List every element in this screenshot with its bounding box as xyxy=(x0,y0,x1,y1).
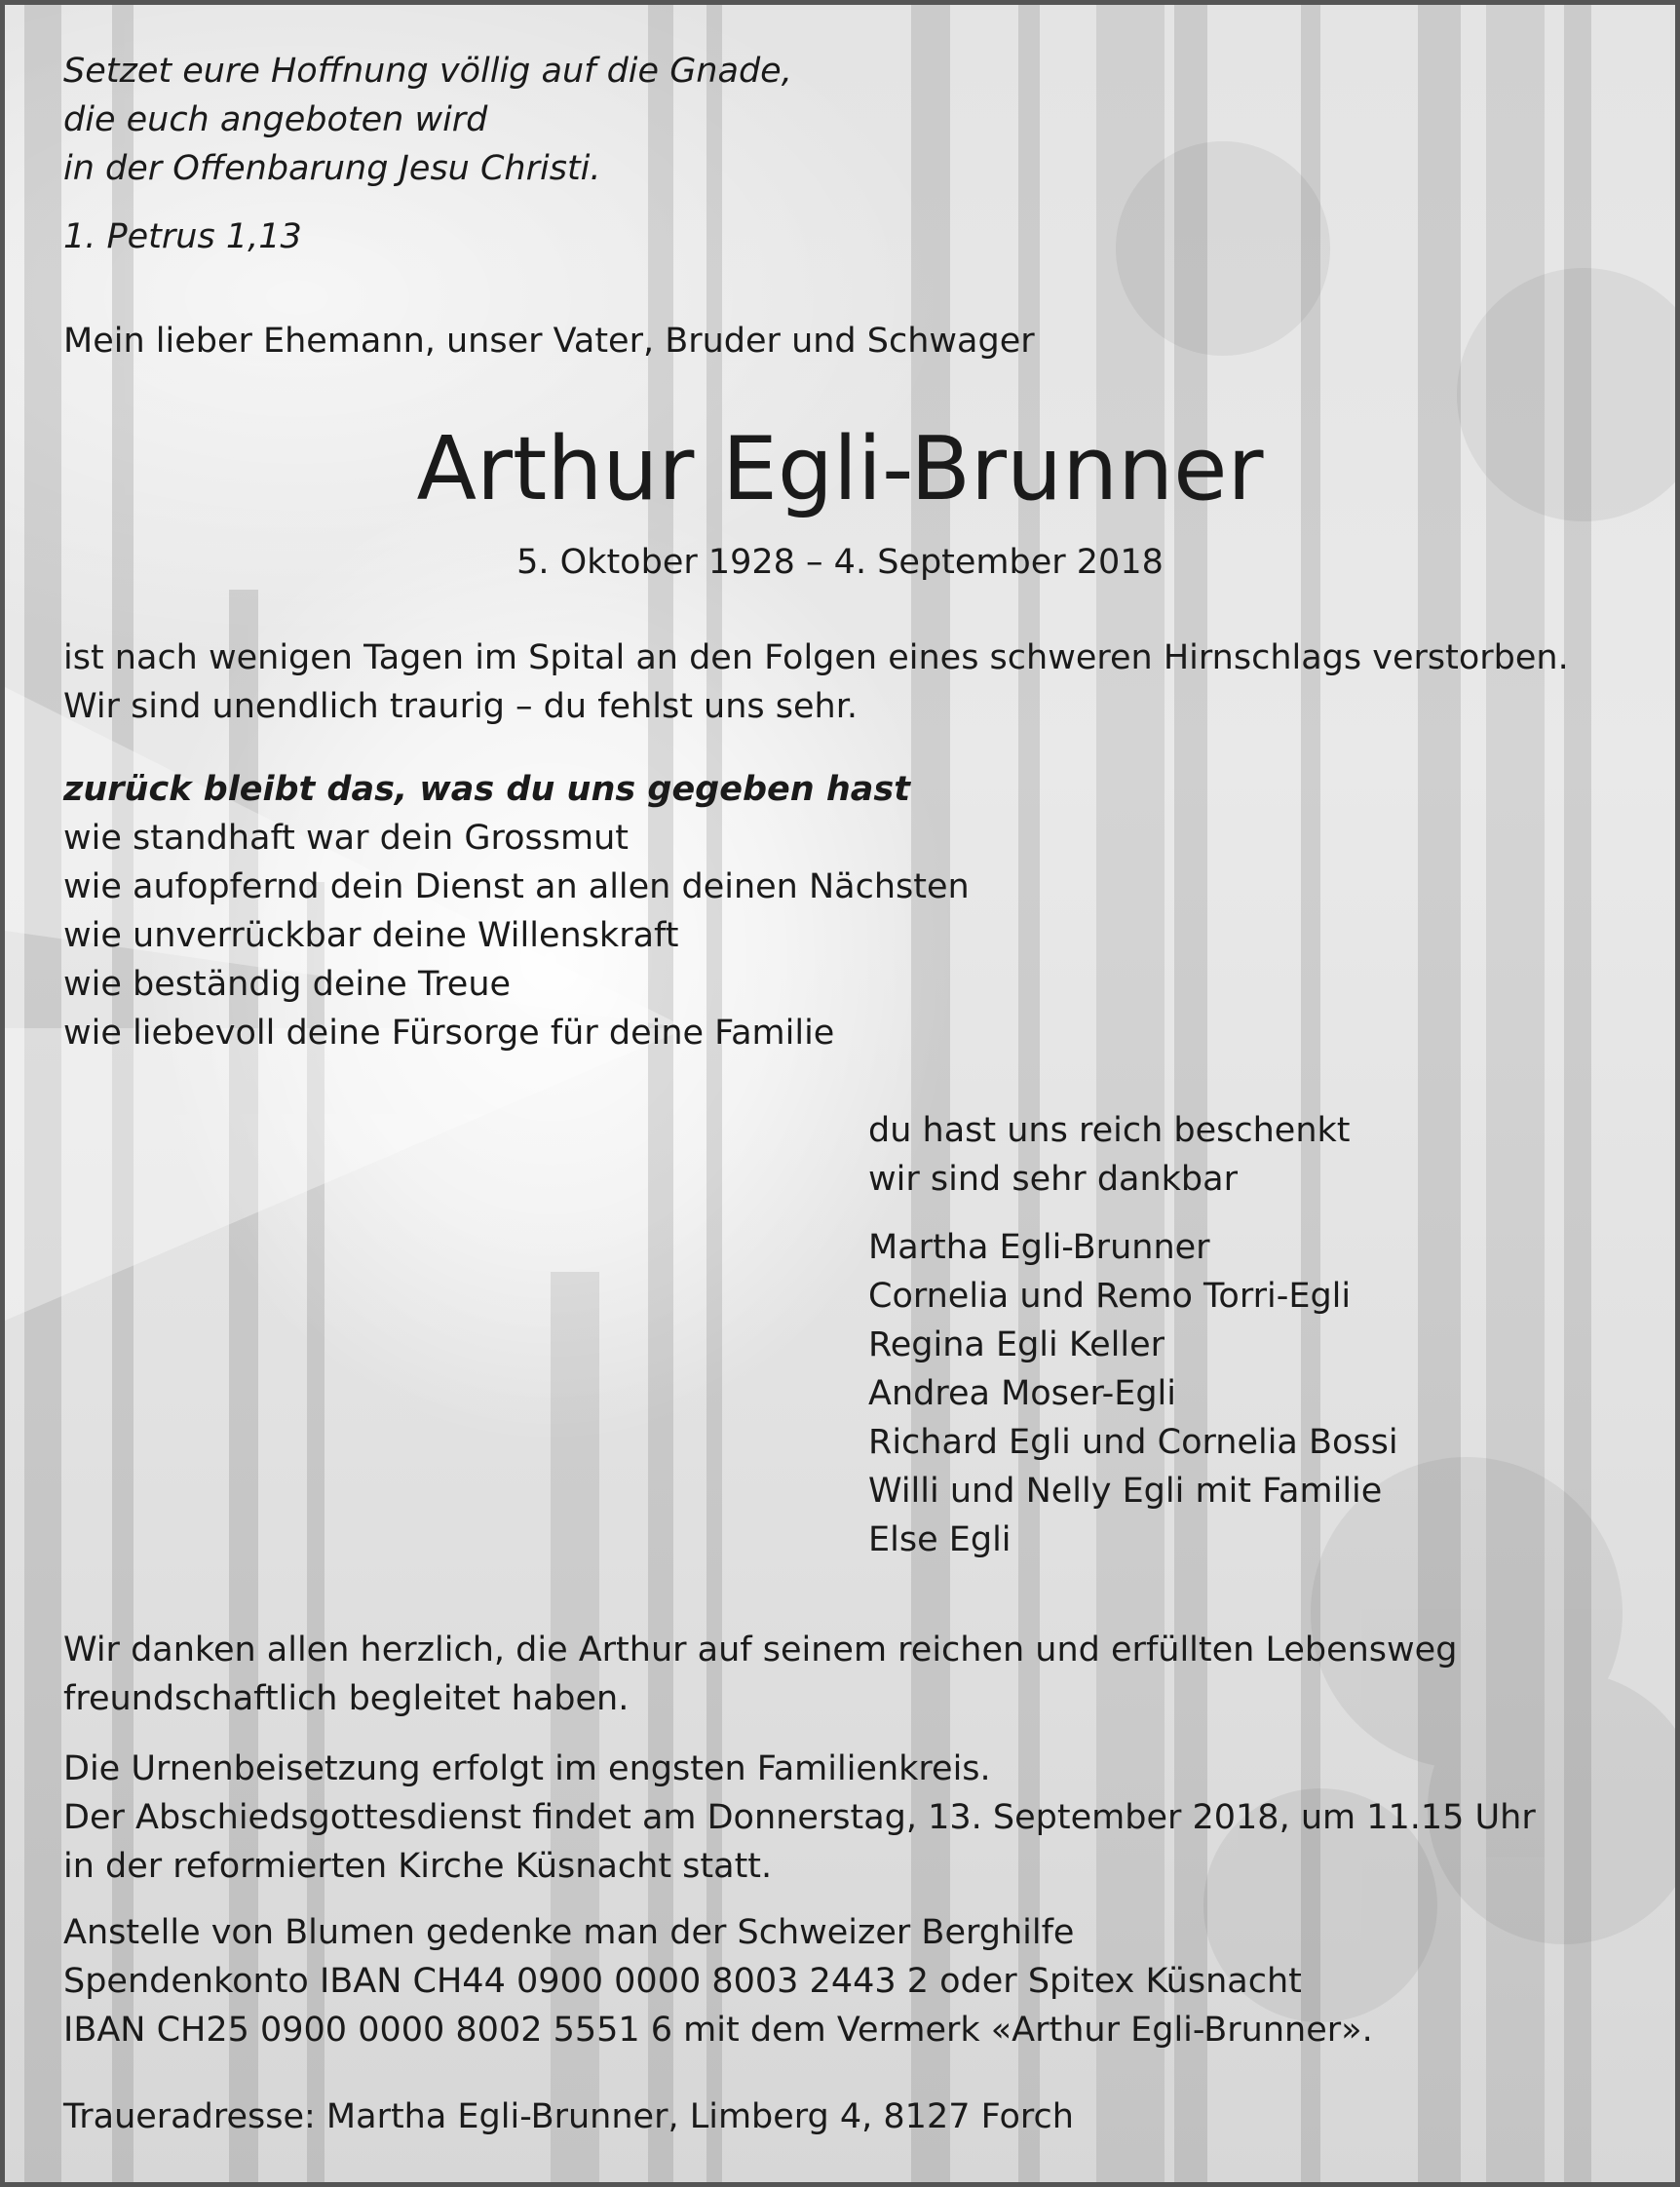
intro-line: Mein lieber Ehemann, unser Vater, Bruder und Schwager xyxy=(63,322,1035,361)
thanks-line: freundschaftlich begleitet haben. xyxy=(63,1679,630,1718)
poem-lines xyxy=(63,814,970,1057)
service-paragraph xyxy=(63,1745,1536,1891)
mourning-address: Traueradresse: Martha Egli-Brunner, Limberg 4, 8127 Forch xyxy=(63,2097,1074,2136)
bible-verse xyxy=(63,47,792,193)
donation-line: Anstelle von Blumen gedenke man der Schweizer Berghilfe xyxy=(63,1913,1075,1952)
service-line: in der reformierten Kirche Küsnacht statt. xyxy=(63,1847,773,1886)
mourner-name: Richard Egli und Cornelia Bossi xyxy=(868,1423,1398,1462)
mourners-list xyxy=(868,1223,1398,1564)
gratitude-lines xyxy=(868,1106,1351,1204)
death-announcement xyxy=(63,633,1569,731)
poem-line: wie beständig deine Treue xyxy=(63,965,512,1004)
mourner-name: Else Egli xyxy=(868,1520,1012,1559)
poem-line: wie standhaft war dein Grossmut xyxy=(63,819,629,858)
verse-line: die euch angeboten wird xyxy=(63,100,488,139)
verse-reference: 1. Petrus 1,13 xyxy=(63,217,302,256)
thanks-paragraph xyxy=(63,1626,1457,1723)
life-dates: 5. Oktober 1928 – 4. September 2018 xyxy=(516,543,1164,582)
donation-line: IBAN CH25 0900 0000 8002 5551 6 mit dem Vermerk «Arthur Egli-Brunner». xyxy=(63,2011,1373,2050)
donation-line: Spendenkonto IBAN CH44 0900 0000 8003 2443 2 oder Spitex Küsnacht xyxy=(63,1962,1302,2001)
mourner-name: Cornelia und Remo Torri-Egli xyxy=(868,1277,1352,1316)
donations-paragraph xyxy=(63,1908,1373,2054)
announcement-line: Wir sind unendlich traurig – du fehlst uns sehr. xyxy=(63,687,859,726)
gratitude-line: du hast uns reich beschenkt xyxy=(868,1111,1351,1150)
mourner-name: Willi und Nelly Egli mit Familie xyxy=(868,1472,1383,1511)
gratitude-line: wir sind sehr dankbar xyxy=(868,1160,1238,1199)
announcement-line: ist nach wenigen Tagen im Spital an den Folgen eines schweren Hirnschlags verstorben. xyxy=(63,638,1569,677)
verse-line: Setzet eure Hoffnung völlig auf die Gnade, xyxy=(63,52,792,91)
thanks-line: Wir danken allen herzlich, die Arthur auf seinem reichen und erfüllten Lebensweg xyxy=(63,1631,1458,1669)
mourner-name: Martha Egli-Brunner xyxy=(868,1228,1210,1267)
mourner-name: Regina Egli Keller xyxy=(868,1325,1165,1364)
poem-line: wie liebevoll deine Fürsorge für deine Familie xyxy=(63,1014,835,1053)
notice-content xyxy=(5,5,1675,2182)
verse-line: in der Offenbarung Jesu Christi. xyxy=(63,149,601,188)
service-line: Der Abschiedsgottesdienst findet am Donnerstag, 13. September 2018, um 11.15 Uhr xyxy=(63,1798,1536,1837)
poem-line: wie aufopfernd dein Dienst an allen deinen Nächsten xyxy=(63,867,970,906)
service-line: Die Urnenbeisetzung erfolgt im engsten Familienkreis. xyxy=(63,1749,991,1788)
poem-line: wie unverrückbar deine Willenskraft xyxy=(63,916,679,955)
poem-heading: zurück bleibt das, was du uns gegeben hast xyxy=(63,770,910,809)
deceased-name: Arthur Egli-Brunner xyxy=(416,418,1264,520)
mourner-name: Andrea Moser-Egli xyxy=(868,1374,1177,1413)
